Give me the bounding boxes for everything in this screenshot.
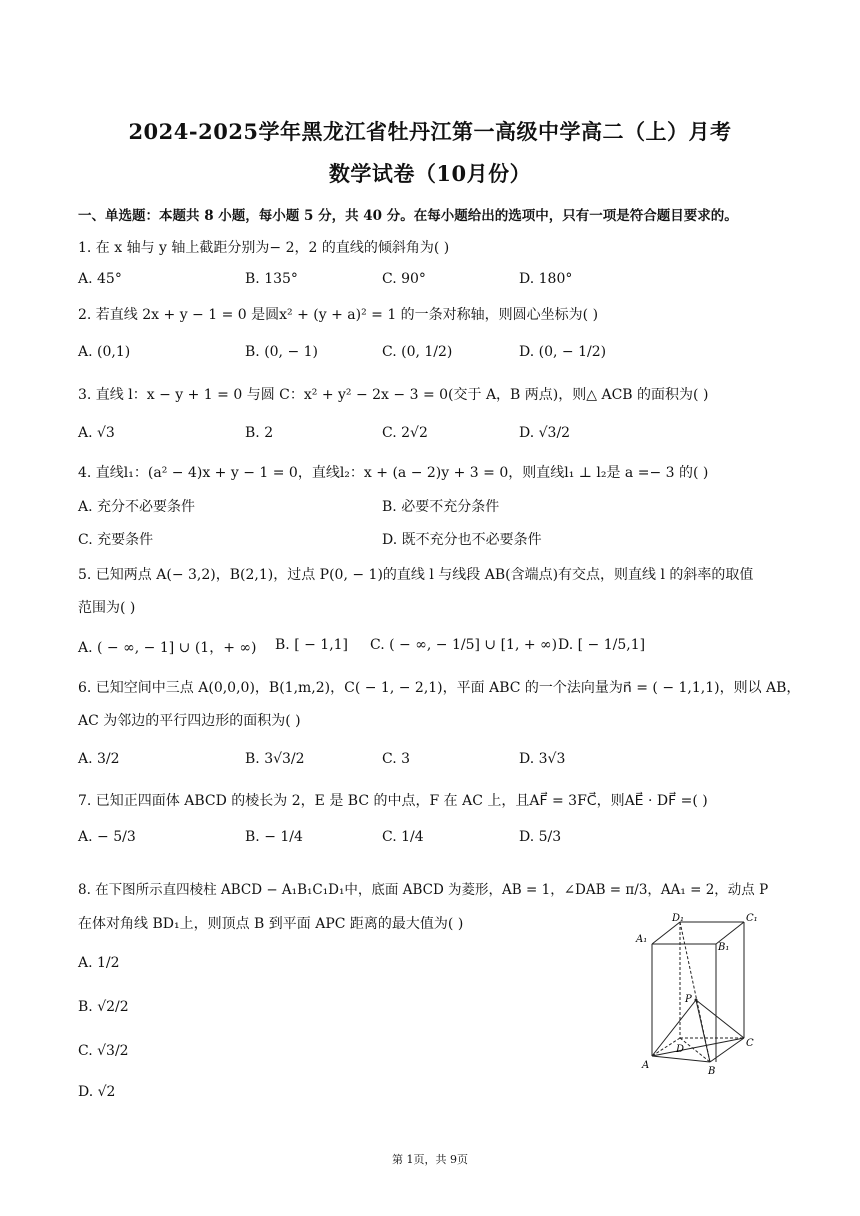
prism-figure — [632, 912, 762, 1080]
q8-option-b: B. √2/2 — [78, 999, 129, 1015]
q8-option-c: C. √3/2 — [78, 1043, 129, 1059]
label-a: A — [642, 1060, 650, 1071]
question-5-stem-line1: 5. 已知两点 A(− 3,2)，B(2,1)，过点 P(0, − 1)的直线 l 与线段 AB(含端点)有交点，则直线 l 的斜率的取值 — [78, 567, 754, 583]
q7-option-b: B. − 1/4 — [245, 829, 303, 845]
question-8-stem-line1: 8. 在下图所示直四棱柱 ABCD − A₁B₁C₁D₁中，底面 ABCD 为菱形，AB = 1，∠DAB = π/3，AA₁ = 2，动点 P — [78, 882, 769, 898]
question-7-stem: 7. 已知正四面体 ABCD 的棱长为 2，E 是 BC 的中点，F 在 AC 上，且AF⃗ = 3FC⃗，则AE⃗ · DF⃗ =( ) — [78, 793, 708, 809]
q4-option-d: D. 既不充分也不必要条件 — [382, 532, 542, 548]
q5-option-a: A. ( − ∞, − 1] ∪ (1，+ ∞) — [78, 640, 257, 656]
q2-option-c: C. (0, 1/2) — [382, 344, 453, 360]
q1-option-a: A. 45° — [78, 271, 122, 287]
q6-option-c: C. 3 — [382, 751, 411, 767]
q8-option-d: D. √2 — [78, 1084, 116, 1100]
q1-option-d: D. 180° — [519, 271, 573, 287]
exam-subtitle: 数学试卷（10月份） — [328, 161, 532, 186]
q5-option-c: C. ( − ∞, − 1/5] ∪ [1, + ∞) — [370, 637, 558, 653]
label-c1: C₁ — [746, 913, 758, 924]
q3-option-d: D. √3/2 — [519, 425, 571, 441]
q6-option-a: A. 3/2 — [78, 751, 120, 767]
q6-option-d: D. 3√3 — [519, 751, 566, 767]
q5-option-d: D. [ − 1/5,1] — [558, 637, 646, 653]
q4-option-b: B. 必要不充分条件 — [382, 499, 500, 515]
q4-option-a: A. 充分不必要条件 — [78, 499, 196, 515]
q3-option-a: A. √3 — [78, 425, 115, 441]
question-6-stem-line2: AC 为邻边的平行四边形的面积为( ) — [78, 713, 301, 729]
q8-option-a: A. 1/2 — [78, 955, 120, 971]
question-8-stem-line2: 在体对角线 BD₁上，则顶点 B 到平面 APC 距离的最大值为( ) — [78, 916, 464, 932]
label-b: B — [708, 1066, 716, 1077]
question-1-stem: 1. 在 x 轴与 y 轴上截距分别为− 2，2 的直线的倾斜角为( ) — [78, 240, 450, 256]
section-heading: 一、单选题：本题共 8 小题，每小题 5 分，共 40 分。在每小题给出的选项中，只有一项是符合题目要求的。 — [78, 208, 738, 224]
q6-option-b: B. 3√3/2 — [245, 751, 305, 767]
exam-title: 2024-2025学年黑龙江省牡丹江第一高级中学高二（上）月考 — [128, 119, 732, 144]
label-d1: D₁ — [672, 913, 685, 924]
q3-option-c: C. 2√2 — [382, 425, 428, 441]
q4-option-c: C. 充要条件 — [78, 532, 154, 548]
q2-option-a: A. (0,1) — [78, 344, 131, 360]
label-p: P — [685, 994, 692, 1005]
q3-option-b: B. 2 — [245, 425, 274, 441]
question-2-stem: 2. 若直线 2x + y − 1 = 0 是圆x² + (y + a)² = 1 的一条对称轴，则圆心坐标为( ) — [78, 307, 599, 323]
q2-option-b: B. (0, − 1) — [245, 344, 319, 360]
question-4-stem: 4. 直线l₁：(a² − 4)x + y − 1 = 0，直线l₂：x + (a − 2)y + 3 = 0，则直线l₁ ⊥ l₂是 a =− 3 的( ) — [78, 465, 709, 481]
question-5-stem-line2: 范围为( ) — [78, 600, 136, 616]
q7-option-a: A. − 5/3 — [78, 829, 136, 845]
q5-option-b: B. [ − 1,1] — [275, 637, 349, 653]
q7-option-c: C. 1/4 — [382, 829, 424, 845]
page-footer: 第 1页，共 9页 — [392, 1153, 468, 1166]
question-3-stem: 3. 直线 l：x − y + 1 = 0 与圆 C：x² + y² − 2x − 3 = 0(交于 A，B 两点)，则△ ACB 的面积为( ) — [78, 387, 709, 403]
q1-option-c: C. 90° — [382, 271, 426, 287]
label-d: D — [676, 1044, 685, 1055]
label-c: C — [746, 1038, 754, 1049]
label-a1: A₁ — [636, 934, 648, 945]
q2-option-d: D. (0, − 1/2) — [519, 344, 607, 360]
q1-option-b: B. 135° — [245, 271, 298, 287]
question-6-stem-line1: 6. 已知空间中三点 A(0,0,0)，B(1,m,2)，C( − 1, − 2,1)，平面 ABC 的一个法向量为n⃗ = ( − 1,1,1)，则以 AB， — [78, 680, 801, 696]
label-b1: B₁ — [718, 942, 730, 953]
q7-option-d: D. 5/3 — [519, 829, 562, 845]
